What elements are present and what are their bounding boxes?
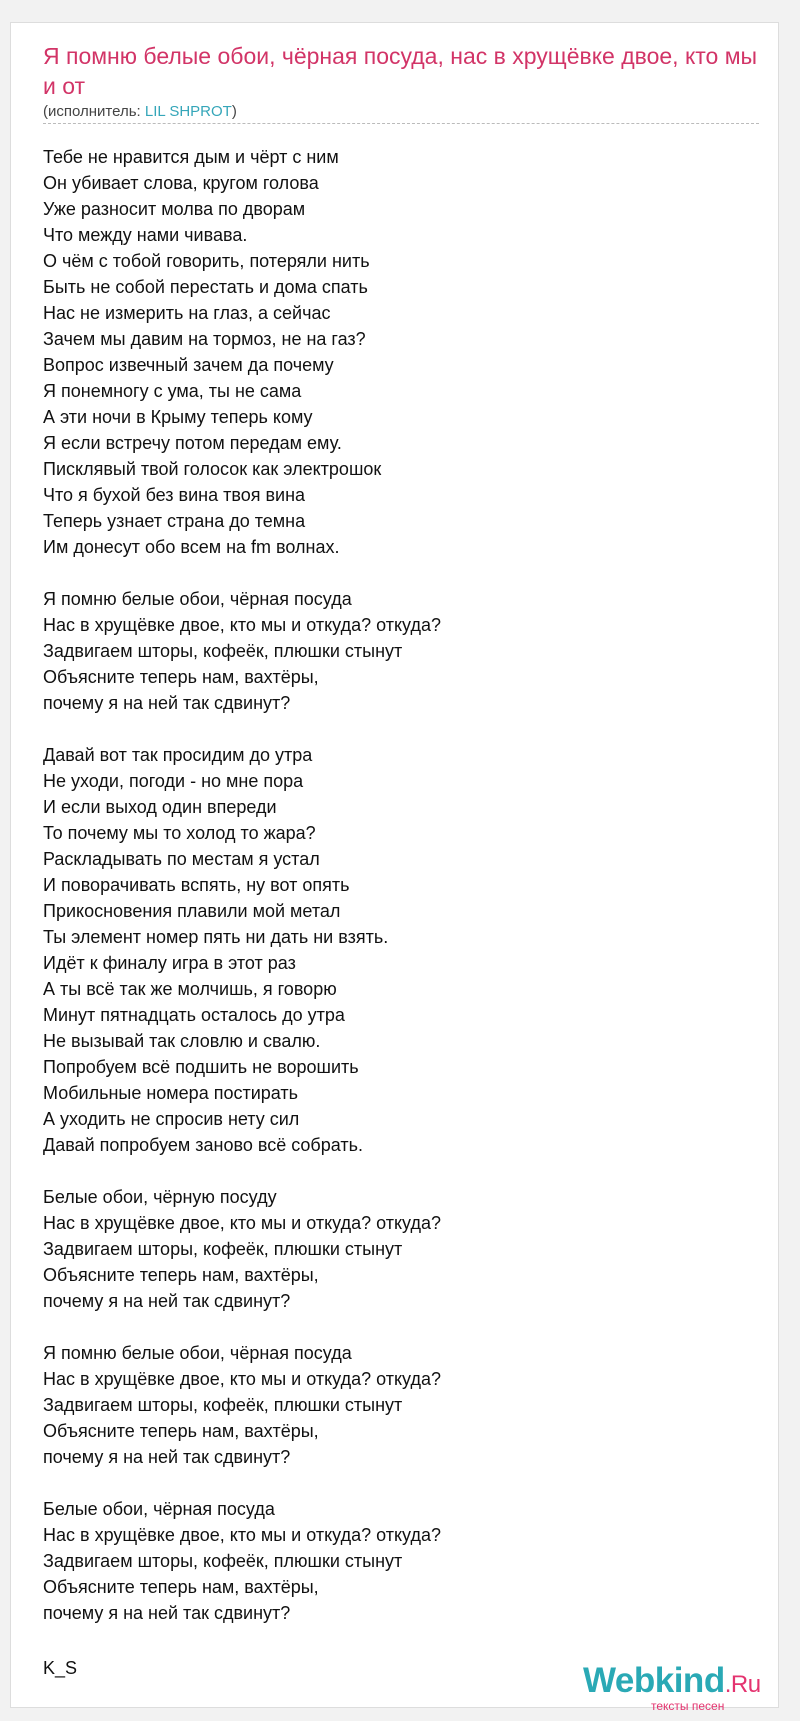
lyric-line: Идёт к финалу игра в этот раз [43, 953, 296, 973]
lyric-line: Я помню белые обои, чёрная посуда [43, 1343, 352, 1363]
title-divider [43, 123, 759, 124]
artist-line [43, 103, 237, 121]
lyric-line: почему я на ней так сдвинут? [43, 1603, 291, 1623]
lyric-line: Я если встречу потом передам ему. [43, 433, 342, 453]
artist-suffix: ) [231, 103, 237, 120]
lyric-line: И если выход один впереди [43, 797, 277, 817]
lyric-line: Нас в хрущёвке двое, кто мы и откуда? откуда? [43, 1525, 441, 1545]
lyric-line: Не уходи, погоди - но мне пора [43, 771, 304, 791]
lyric-line: Нас в хрущёвке двое, кто мы и откуда? откуда? [43, 1369, 441, 1389]
song-title: Я помню белые обои, чёрная посуда, нас в хрущёвке двое, кто мы и от [43, 43, 758, 99]
lyric-line: Зачем мы давим на тормоз, не на газ? [43, 329, 366, 349]
lyric-line: Ты элемент номер пять ни дать ни взять. [43, 927, 389, 947]
lyric-line: Быть не собой перестать и дома спать [43, 277, 368, 297]
lyric-line: Я понемногу с ума, ты не сама [43, 381, 302, 401]
lyrics-stanza [43, 742, 763, 1158]
lyric-line: Нас не измерить на глаз, а сейчас [43, 303, 331, 323]
lyrics-card [10, 22, 779, 1713]
lyrics-body [43, 144, 763, 1652]
lyric-line: Раскладывать по местам я устал [43, 849, 320, 869]
lyric-line: Прикосновения плавили мой метал [43, 901, 341, 921]
lyric-line: Объясните теперь нам, вахтёры, [43, 1265, 319, 1285]
lyrics-stanza [43, 1340, 763, 1470]
lyric-line: почему я на ней так сдвинут? [43, 1447, 291, 1467]
lyric-line: Теперь узнает страна до темна [43, 511, 306, 531]
lyric-line: Нас в хрущёвке двое, кто мы и откуда? откуда? [43, 615, 441, 635]
lyric-line: Им донесут обо всем на fm волнах. [43, 537, 340, 557]
lyrics-stanza [43, 1496, 763, 1626]
lyric-line: Он убивает слова, кругом голова [43, 173, 319, 193]
lyric-line: Давай попробуем заново всё собрать. [43, 1135, 363, 1155]
lyric-line: Что между нами чивава. [43, 225, 248, 245]
lyric-line: Задвигаем шторы, кофеёк, плюшки стынут [43, 1551, 403, 1571]
lyric-line: Писклявый твой голосок как электрошок [43, 459, 382, 479]
lyric-line: Задвигаем шторы, кофеёк, плюшки стынут [43, 1395, 403, 1415]
artist-link[interactable]: LIL SHPROT [144, 103, 232, 120]
lyric-line: почему я на ней так сдвинут? [43, 693, 291, 713]
lyric-line: Давай вот так просидим до утра [43, 745, 313, 765]
lyric-line: А ты всё так же молчишь, я говорю [43, 979, 337, 999]
lyric-line: Не вызывай так словлю и свалю. [43, 1031, 321, 1051]
lyric-line: Задвигаем шторы, кофеёк, плюшки стынут [43, 1239, 403, 1259]
site-logo[interactable] [583, 1661, 783, 1721]
lyrics-signature: K_S [43, 1658, 78, 1678]
lyric-line: Что я бухой без вина твоя вина [43, 485, 306, 505]
lyric-line: Я помню белые обои, чёрная посуда [43, 589, 352, 609]
lyrics-stanza [43, 586, 763, 716]
artist-prefix: (исполнитель: [43, 103, 145, 120]
lyric-line: Белые обои, чёрная посуда [43, 1499, 275, 1519]
lyric-line: Белые обои, чёрную посуду [43, 1187, 277, 1207]
lyric-line: И поворачивать вспять, ну вот опять [43, 875, 350, 895]
lyric-line: О чём с тобой говорить, потеряли нить [43, 251, 370, 271]
lyric-line: Задвигаем шторы, кофеёк, плюшки стынут [43, 641, 403, 661]
logo-main-text: Webkind [583, 1661, 725, 1700]
logo-tld: .Ru [724, 1671, 761, 1698]
lyric-line: Минут пятнадцать осталось до утра [43, 1005, 345, 1025]
lyric-line: Уже разносит молва по дворам [43, 199, 306, 219]
lyric-line: Объясните теперь нам, вахтёры, [43, 1577, 319, 1597]
lyrics-stanza [43, 1184, 763, 1314]
lyric-line: Нас в хрущёвке двое, кто мы и откуда? откуда? [43, 1213, 441, 1233]
lyric-line: Объясните теперь нам, вахтёры, [43, 667, 319, 687]
logo-tagline: тексты песен [651, 1699, 725, 1713]
lyric-line: А эти ночи в Крыму теперь кому [43, 407, 313, 427]
lyric-line: То почему мы то холод то жара? [43, 823, 316, 843]
lyric-line: А уходить не спросив нету сил [43, 1109, 300, 1129]
lyric-line: Попробуем всё подшить не ворошить [43, 1057, 359, 1077]
lyric-line: Мобильные номера постирать [43, 1083, 299, 1103]
lyrics-stanza [43, 144, 763, 560]
lyric-line: Тебе не нравится дым и чёрт с ним [43, 147, 339, 167]
lyric-line: Вопрос извечный зачем да почему [43, 355, 334, 375]
lyric-line: почему я на ней так сдвинут? [43, 1291, 291, 1311]
lyric-line: Объясните теперь нам, вахтёры, [43, 1421, 319, 1441]
